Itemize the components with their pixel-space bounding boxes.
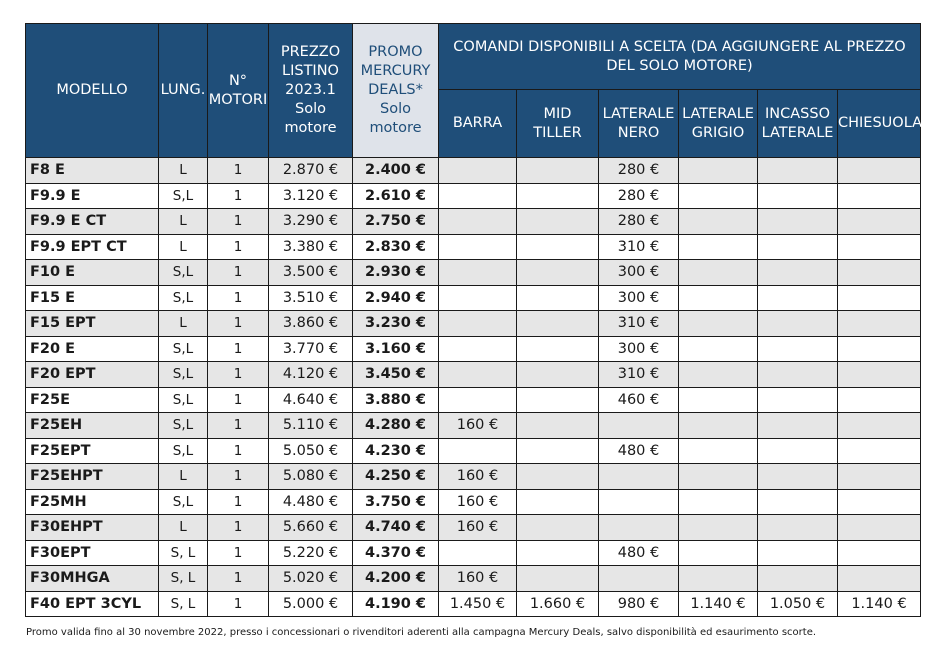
cell-lung: L (159, 158, 208, 184)
cell-listino: 5.660 € (269, 515, 353, 541)
cell-laterale-grigio (679, 336, 758, 362)
cell-promo: 2.830 € (353, 234, 439, 260)
cell-incasso-laterale (758, 285, 838, 311)
cell-incasso-laterale (758, 311, 838, 337)
cell-laterale-nero (599, 515, 679, 541)
cell-lung: S,L (159, 387, 208, 413)
cell-incasso-laterale (758, 336, 838, 362)
cell-chiesuola (838, 566, 921, 592)
cell-promo: 2.400 € (353, 158, 439, 184)
cell-promo: 4.280 € (353, 413, 439, 439)
cell-modello: F20 E (26, 336, 159, 362)
cell-barra: 160 € (439, 413, 517, 439)
cell-mid-tiller (517, 209, 599, 235)
cell-listino: 3.510 € (269, 285, 353, 311)
cell-mid-tiller (517, 260, 599, 286)
cell-lung: L (159, 311, 208, 337)
cell-chiesuola (838, 183, 921, 209)
table-row (26, 515, 921, 541)
footnote: Promo valida fino al 30 novembre 2022, presso i concessionari o rivenditori aderenti alla campagna Mercury Deals, salvo disponibilità ed esaurimento scorte. (26, 627, 817, 638)
cell-lung: S,L (159, 438, 208, 464)
cell-barra: 160 € (439, 464, 517, 490)
cell-laterale-nero: 310 € (599, 234, 679, 260)
cell-listino: 5.000 € (269, 591, 353, 617)
cell-chiesuola (838, 515, 921, 541)
cell-listino: 3.120 € (269, 183, 353, 209)
cell-chiesuola (838, 489, 921, 515)
cell-laterale-nero: 300 € (599, 285, 679, 311)
cell-laterale-nero: 300 € (599, 260, 679, 286)
cell-incasso-laterale (758, 464, 838, 490)
cell-incasso-laterale (758, 387, 838, 413)
table-row (26, 362, 921, 388)
table-row (26, 566, 921, 592)
cell-modello: F25EH (26, 413, 159, 439)
cell-mid-tiller (517, 362, 599, 388)
cell-chiesuola (838, 387, 921, 413)
cell-mid-tiller (517, 515, 599, 541)
cell-laterale-nero (599, 413, 679, 439)
cell-listino: 4.480 € (269, 489, 353, 515)
cell-incasso-laterale (758, 209, 838, 235)
cell-chiesuola (838, 285, 921, 311)
table-row (26, 438, 921, 464)
cell-promo: 3.750 € (353, 489, 439, 515)
cell-modello: F20 EPT (26, 362, 159, 388)
cell-modello: F25EPT (26, 438, 159, 464)
cell-promo: 2.930 € (353, 260, 439, 286)
cell-lung: S,L (159, 362, 208, 388)
cell-laterale-nero: 300 € (599, 336, 679, 362)
cell-mid-tiller (517, 158, 599, 184)
cell-barra (439, 438, 517, 464)
cell-laterale-nero (599, 489, 679, 515)
header-mid-tiller: MID TILLER (517, 90, 599, 158)
cell-laterale-grigio (679, 362, 758, 388)
cell-promo: 4.740 € (353, 515, 439, 541)
cell-barra (439, 158, 517, 184)
header-barra: BARRA (439, 90, 517, 158)
cell-listino: 5.220 € (269, 540, 353, 566)
cell-motori: 1 (208, 591, 269, 617)
cell-motori: 1 (208, 438, 269, 464)
table-row (26, 336, 921, 362)
cell-promo: 2.940 € (353, 285, 439, 311)
cell-promo: 3.450 € (353, 362, 439, 388)
cell-chiesuola (838, 234, 921, 260)
cell-chiesuola (838, 209, 921, 235)
price-table (25, 23, 921, 617)
cell-chiesuola (838, 158, 921, 184)
cell-incasso-laterale (758, 515, 838, 541)
cell-modello: F30MHGA (26, 566, 159, 592)
header-lung: LUNG. (159, 24, 208, 158)
cell-laterale-grigio (679, 438, 758, 464)
header-incasso-laterale: INCASSO LATERALE (758, 90, 838, 158)
cell-laterale-grigio (679, 285, 758, 311)
cell-barra (439, 311, 517, 337)
cell-modello: F9.9 E CT (26, 209, 159, 235)
cell-mid-tiller (517, 540, 599, 566)
cell-incasso-laterale (758, 540, 838, 566)
cell-lung: S, L (159, 566, 208, 592)
table-row (26, 464, 921, 490)
cell-barra (439, 260, 517, 286)
table-row (26, 413, 921, 439)
cell-mid-tiller (517, 234, 599, 260)
cell-listino: 5.110 € (269, 413, 353, 439)
cell-modello: F15 EPT (26, 311, 159, 337)
cell-incasso-laterale (758, 183, 838, 209)
cell-lung: L (159, 464, 208, 490)
cell-incasso-laterale (758, 234, 838, 260)
table-row (26, 591, 921, 617)
cell-incasso-laterale (758, 362, 838, 388)
cell-lung: S, L (159, 591, 208, 617)
cell-modello: F15 E (26, 285, 159, 311)
header-laterale-grigio: LATERALE GRIGIO (679, 90, 758, 158)
header-laterale-nero: LATERALE NERO (599, 90, 679, 158)
cell-promo: 4.190 € (353, 591, 439, 617)
cell-promo: 4.200 € (353, 566, 439, 592)
cell-motori: 1 (208, 387, 269, 413)
cell-promo: 2.750 € (353, 209, 439, 235)
cell-motori: 1 (208, 566, 269, 592)
cell-incasso-laterale (758, 438, 838, 464)
cell-laterale-nero: 280 € (599, 158, 679, 184)
cell-chiesuola (838, 336, 921, 362)
cell-incasso-laterale (758, 158, 838, 184)
cell-barra (439, 234, 517, 260)
table-body (26, 158, 921, 617)
cell-barra (439, 209, 517, 235)
cell-mid-tiller (517, 311, 599, 337)
cell-barra (439, 183, 517, 209)
cell-mid-tiller (517, 336, 599, 362)
cell-motori: 1 (208, 362, 269, 388)
cell-motori: 1 (208, 183, 269, 209)
cell-laterale-grigio (679, 311, 758, 337)
cell-laterale-nero: 980 € (599, 591, 679, 617)
cell-motori: 1 (208, 336, 269, 362)
cell-listino: 3.500 € (269, 260, 353, 286)
cell-laterale-nero: 280 € (599, 209, 679, 235)
cell-listino: 3.380 € (269, 234, 353, 260)
cell-laterale-grigio (679, 489, 758, 515)
cell-mid-tiller (517, 489, 599, 515)
header-promo: PROMO MERCURY DEALS* Solo motore (353, 24, 439, 158)
cell-modello: F25MH (26, 489, 159, 515)
cell-incasso-laterale (758, 489, 838, 515)
cell-lung: L (159, 209, 208, 235)
table-row (26, 285, 921, 311)
header-motori: N° MOTORI (208, 24, 269, 158)
cell-laterale-nero: 310 € (599, 362, 679, 388)
cell-laterale-grigio (679, 234, 758, 260)
cell-barra: 160 € (439, 489, 517, 515)
table-row (26, 387, 921, 413)
cell-promo: 4.230 € (353, 438, 439, 464)
cell-modello: F10 E (26, 260, 159, 286)
cell-modello: F9.9 EPT CT (26, 234, 159, 260)
cell-laterale-grigio (679, 260, 758, 286)
cell-laterale-nero: 460 € (599, 387, 679, 413)
cell-promo: 4.370 € (353, 540, 439, 566)
cell-chiesuola (838, 362, 921, 388)
cell-listino: 3.770 € (269, 336, 353, 362)
cell-modello: F8 E (26, 158, 159, 184)
cell-mid-tiller (517, 566, 599, 592)
cell-lung: S,L (159, 285, 208, 311)
table-row (26, 209, 921, 235)
cell-barra: 1.450 € (439, 591, 517, 617)
cell-modello: F25E (26, 387, 159, 413)
cell-mid-tiller (517, 413, 599, 439)
cell-barra (439, 540, 517, 566)
cell-laterale-nero: 480 € (599, 438, 679, 464)
cell-listino: 3.290 € (269, 209, 353, 235)
cell-motori: 1 (208, 158, 269, 184)
cell-laterale-nero (599, 464, 679, 490)
cell-motori: 1 (208, 515, 269, 541)
header-modello: MODELLO (26, 24, 159, 158)
cell-barra (439, 362, 517, 388)
table-row (26, 260, 921, 286)
cell-mid-tiller (517, 387, 599, 413)
table-row (26, 158, 921, 184)
cell-mid-tiller (517, 285, 599, 311)
cell-incasso-laterale (758, 413, 838, 439)
cell-barra (439, 336, 517, 362)
cell-barra (439, 387, 517, 413)
cell-incasso-laterale (758, 260, 838, 286)
cell-chiesuola (838, 413, 921, 439)
cell-modello: F40 EPT 3CYL (26, 591, 159, 617)
cell-motori: 1 (208, 413, 269, 439)
cell-listino: 5.080 € (269, 464, 353, 490)
cell-laterale-grigio (679, 515, 758, 541)
cell-chiesuola (838, 464, 921, 490)
cell-listino: 3.860 € (269, 311, 353, 337)
table-row (26, 234, 921, 260)
cell-laterale-grigio (679, 566, 758, 592)
cell-promo: 3.880 € (353, 387, 439, 413)
cell-modello: F30EHPT (26, 515, 159, 541)
cell-barra: 160 € (439, 515, 517, 541)
cell-listino: 4.640 € (269, 387, 353, 413)
cell-laterale-grigio (679, 183, 758, 209)
header-comandi: COMANDI DISPONIBILI A SCELTA (DA AGGIUNGERE AL PREZZO DEL SOLO MOTORE) (439, 24, 921, 90)
cell-incasso-laterale (758, 566, 838, 592)
cell-lung: L (159, 234, 208, 260)
cell-motori: 1 (208, 234, 269, 260)
cell-lung: S,L (159, 260, 208, 286)
cell-chiesuola (838, 260, 921, 286)
cell-laterale-grigio (679, 464, 758, 490)
cell-promo: 3.160 € (353, 336, 439, 362)
header-chiesuola: CHIESUOLA (838, 90, 921, 158)
cell-mid-tiller (517, 464, 599, 490)
cell-chiesuola: 1.140 € (838, 591, 921, 617)
cell-lung: L (159, 515, 208, 541)
cell-listino: 5.050 € (269, 438, 353, 464)
cell-laterale-grigio: 1.140 € (679, 591, 758, 617)
cell-laterale-grigio (679, 158, 758, 184)
cell-promo: 2.610 € (353, 183, 439, 209)
cell-lung: S,L (159, 413, 208, 439)
cell-motori: 1 (208, 540, 269, 566)
cell-laterale-nero: 480 € (599, 540, 679, 566)
cell-chiesuola (838, 311, 921, 337)
cell-motori: 1 (208, 311, 269, 337)
cell-promo: 4.250 € (353, 464, 439, 490)
cell-chiesuola (838, 438, 921, 464)
cell-lung: S,L (159, 336, 208, 362)
cell-mid-tiller: 1.660 € (517, 591, 599, 617)
cell-laterale-grigio (679, 209, 758, 235)
cell-listino: 5.020 € (269, 566, 353, 592)
cell-motori: 1 (208, 489, 269, 515)
cell-motori: 1 (208, 209, 269, 235)
cell-promo: 3.230 € (353, 311, 439, 337)
cell-modello: F25EHPT (26, 464, 159, 490)
cell-mid-tiller (517, 183, 599, 209)
cell-barra: 160 € (439, 566, 517, 592)
cell-laterale-nero: 280 € (599, 183, 679, 209)
cell-laterale-grigio (679, 387, 758, 413)
table-row (26, 489, 921, 515)
cell-motori: 1 (208, 464, 269, 490)
cell-laterale-grigio (679, 413, 758, 439)
cell-motori: 1 (208, 285, 269, 311)
cell-mid-tiller (517, 438, 599, 464)
cell-laterale-grigio (679, 540, 758, 566)
cell-lung: S,L (159, 489, 208, 515)
cell-laterale-nero (599, 566, 679, 592)
table-row (26, 540, 921, 566)
cell-motori: 1 (208, 260, 269, 286)
cell-chiesuola (838, 540, 921, 566)
header-prezzo-listino: PREZZO LISTINO 2023.1 Solo motore (269, 24, 353, 158)
cell-listino: 2.870 € (269, 158, 353, 184)
cell-lung: S,L (159, 183, 208, 209)
cell-laterale-nero: 310 € (599, 311, 679, 337)
cell-incasso-laterale: 1.050 € (758, 591, 838, 617)
cell-modello: F30EPT (26, 540, 159, 566)
table-row (26, 183, 921, 209)
cell-lung: S, L (159, 540, 208, 566)
table-row (26, 311, 921, 337)
cell-listino: 4.120 € (269, 362, 353, 388)
cell-barra (439, 285, 517, 311)
cell-modello: F9.9 E (26, 183, 159, 209)
